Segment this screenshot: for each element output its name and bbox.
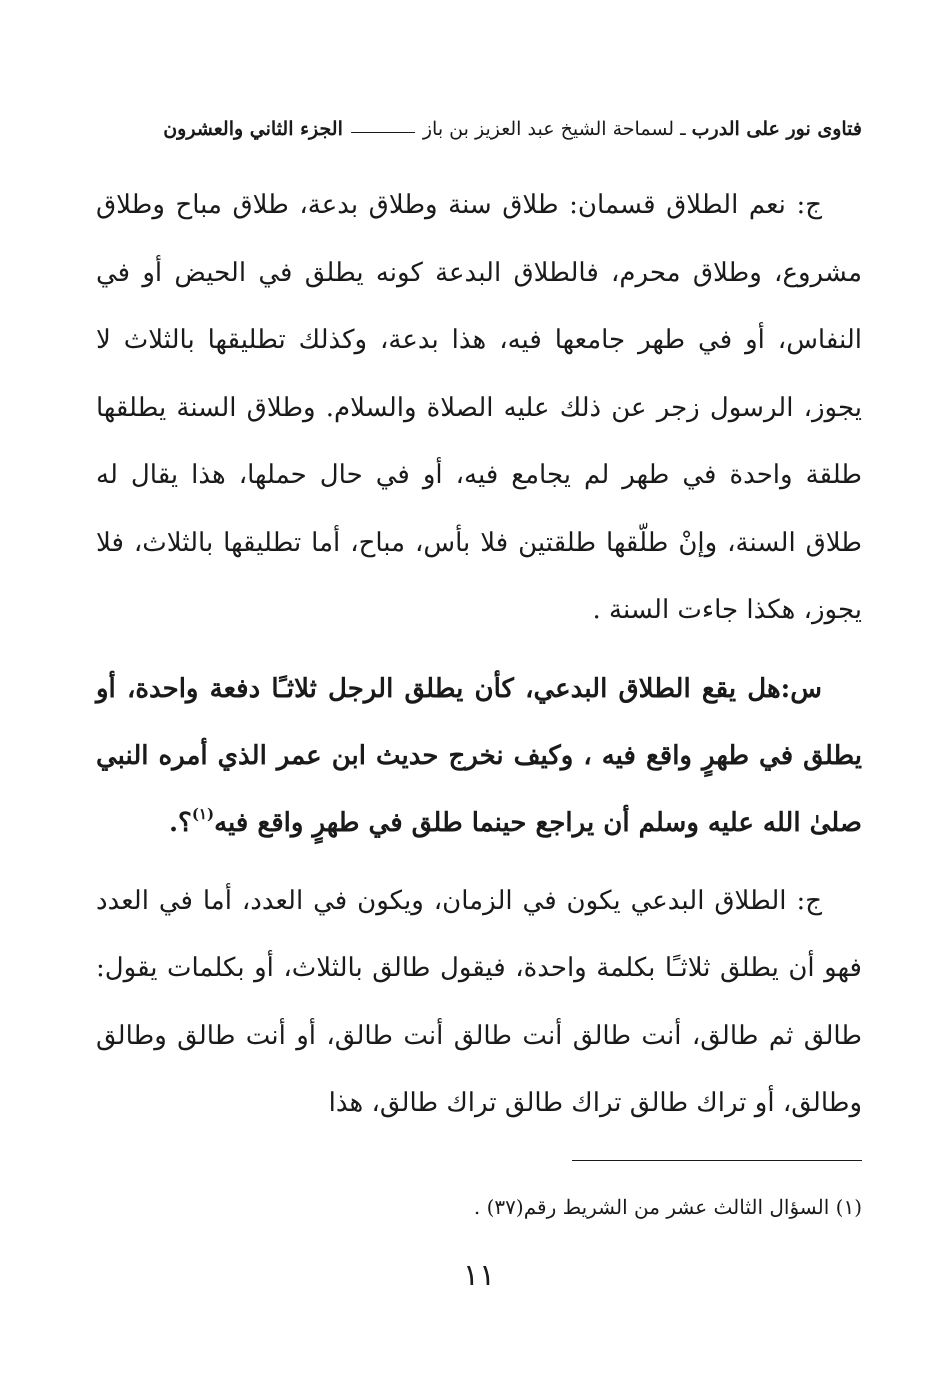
footnote: (١) السؤال الثالث عشر من الشريط رقم(٣٧) .: [473, 1195, 862, 1219]
answer-paragraph-2: ج: الطلاق البدعي يكون في الزمان، ويكون في العدد، أما في العدد فهو أن يطلق ثلاثـًا بكلمة واحدة، فيقول طالق بالثلاث، أو بكلمات يقول: طالق ثم طالق، أنت طالق أنت طالق أنت طالق، أو أنت طالق وطالق وطالق، أو تراك طالق تراك طالق تراك طالق، هذا: [96, 885, 862, 1118]
running-header: [96, 112, 862, 146]
header-rule: [351, 132, 415, 133]
header-part: الجزء الثاني والعشرون: [163, 118, 343, 140]
footnote-reference[interactable]: (١): [191, 804, 215, 823]
body-text: [96, 172, 862, 1138]
answer-paragraph-1: ج: نعم الطلاق قسمان: طلاق سنة وطلاق بدعة، طلاق مباح وطلاق مشروع، وطلاق محرم، فالطلاق البدعة كونه يطلق في الحيض أو في النفاس، أو في طهر جامعها فيه، هذا بدعة، وكذلك تطليقها بالثلاث لا يجوز، الرسول زجر عن ذلك عليه الصلاة والسلام. وطلاق السنة يطلقها طلقة واحدة في طهر لم يجامع فيه، أو في حال حملها، هذا يقال له طلاق السنة، وإنْ طلّقها طلقتين فلا بأس، مباح، أما تطليقها بالثلاث، فلا يجوز، هكذا جاءت السنة .: [96, 190, 863, 625]
question-text: س:هل يقع الطلاق البدعي، كأن يطلق الرجل ثلاثـًا دفعة واحدة، أو يطلق في طهرٍ واقع فيه ، وكيف نخرج حديث ابن عمر الذي أمره النبي صلىٰ الله عليه وسلم أن يراجع حينما طلق في طهرٍ واقع فيه: [96, 673, 862, 838]
question-end: ؟.: [168, 807, 192, 838]
page-number: ١١: [462, 1258, 496, 1293]
question-paragraph: [96, 656, 862, 857]
book-page: [96, 0, 862, 1379]
header-book-title: فتاوى نور على الدرب: [691, 118, 862, 140]
header-author: لسماحة الشيخ عبد العزيز بن باز: [422, 118, 675, 140]
header-separator: ـ: [680, 118, 686, 140]
footnote-divider: [572, 1160, 862, 1161]
